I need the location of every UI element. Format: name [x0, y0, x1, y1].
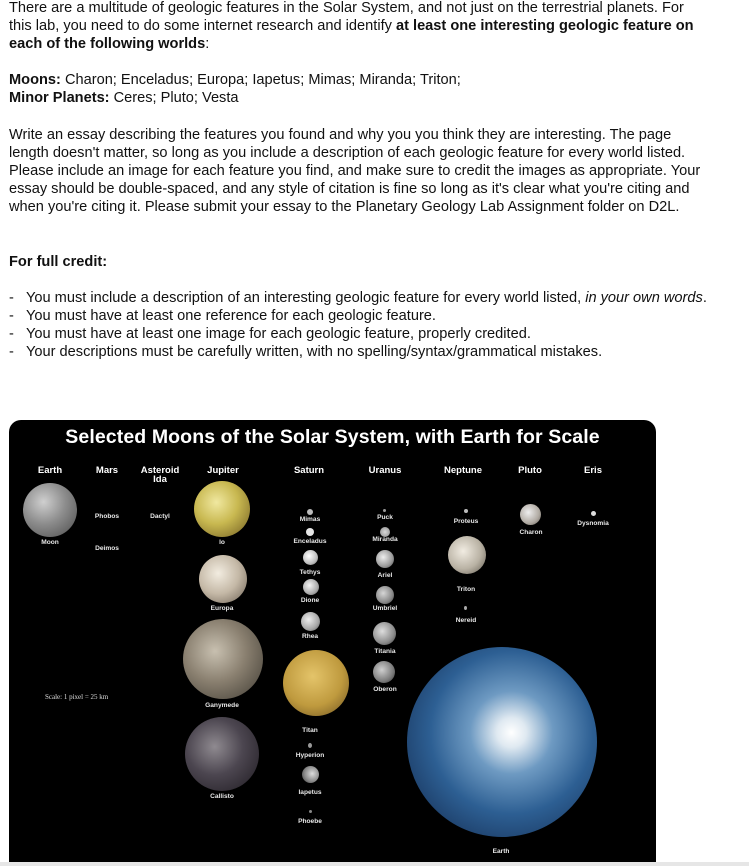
titania-image	[373, 622, 396, 645]
column-header-jupiter: Jupiter	[207, 465, 239, 476]
requirement-item	[9, 307, 709, 325]
oberon-image	[373, 661, 395, 683]
label-oberon: Oberon	[373, 686, 397, 693]
label-umbriel: Umbriel	[372, 605, 398, 612]
intro-paragraph	[9, 0, 699, 53]
list-dash: -	[9, 344, 14, 360]
label-europa: Europa	[210, 605, 234, 612]
label-dactyl: Dactyl	[150, 513, 170, 520]
requirement-text: You must have at least one reference for each geologic feature.	[26, 308, 436, 324]
label-nereid: Nereid	[455, 617, 477, 624]
moons-comparison-figure	[9, 420, 656, 866]
ganymede-image	[183, 619, 263, 699]
label-earth: Earth	[492, 848, 510, 855]
label-miranda: Miranda	[372, 536, 398, 543]
column-header-mars: Mars	[95, 465, 119, 476]
label-enceladus: Enceladus	[293, 538, 327, 545]
requirement-period: .	[702, 290, 707, 306]
minor-planets-list: Ceres; Pluto; Vesta	[109, 90, 239, 106]
hyperion-image	[308, 743, 312, 748]
requirement-item	[9, 325, 709, 343]
titan-image	[283, 650, 349, 716]
iapetus-image	[302, 766, 319, 783]
label-deimos: Deimos	[95, 545, 119, 552]
essay-instructions: Write an essay describing the features you found and why you you think they are interesting. The page length doesn't matter, so long as you include a description of each geologic feature for every world listed. Please include an image for each feature you find, and make sure to credit the images as appropriate. Your essay should be double-spaced, and any style of citation is fine so long as it's clear what you're citing and when you're citing it. Please submit your essay to the Planetary Geology Lab Assignment folder on D2L.	[9, 127, 701, 215]
label-triton: Triton	[456, 586, 476, 593]
dysnomia-image	[591, 511, 596, 516]
requirement-text: Your descriptions must be carefully written, with no spelling/syntax/grammatical mistakes.	[26, 344, 603, 360]
list-dash: -	[9, 308, 14, 324]
rhea-image	[301, 612, 320, 631]
intro-bold-text: at least one interesting geologic feature on each of the following worlds	[9, 18, 694, 52]
ariel-image	[376, 550, 394, 568]
minor-planets-label: Minor Planets:	[9, 90, 110, 106]
label-ganymede: Ganymede	[205, 702, 239, 709]
phoebe-image	[309, 810, 312, 813]
mimas-image	[307, 509, 313, 515]
puck-image	[383, 509, 386, 512]
column-header-ida-text: Ida	[153, 474, 167, 485]
label-puck: Puck	[377, 514, 393, 521]
europa-image	[199, 555, 247, 603]
figure-title: Selected Moons of the Solar System, with Earth for Scale	[65, 426, 600, 448]
label-callisto: Callisto	[210, 793, 234, 800]
requirement-item	[9, 343, 709, 361]
moon-image	[23, 483, 77, 537]
column-header-asteroid-text: Asteroid	[140, 465, 180, 476]
charon-image	[520, 504, 541, 525]
moons-list: Charon; Enceladus; Europa; Iapetus; Mimas; Miranda; Triton;	[60, 72, 461, 88]
enceladus-image	[306, 528, 314, 536]
label-dione: Dione	[300, 597, 320, 604]
label-titan: Titan	[302, 727, 318, 734]
umbriel-image	[376, 586, 394, 604]
io-image	[194, 481, 250, 537]
requirements-list	[9, 289, 709, 361]
column-header-saturn: Saturn	[293, 465, 325, 476]
requirement-item	[9, 289, 709, 307]
requirement-emphasis: in your own words	[585, 290, 703, 306]
column-header-asteroid-ida	[141, 466, 180, 484]
page-bottom-edge	[0, 862, 749, 866]
label-iapetus: Iapetus	[298, 789, 322, 796]
moons-line	[9, 71, 461, 89]
tethys-image	[303, 550, 318, 565]
column-header-neptune: Neptune	[444, 465, 482, 476]
label-phoebe: Phoebe	[298, 818, 322, 825]
requirement-text: You must have at least one image for each geologic feature, properly credited.	[26, 326, 531, 342]
label-moon: Moon	[41, 539, 59, 546]
column-header-pluto: Pluto	[518, 465, 542, 476]
label-phobos: Phobos	[94, 513, 120, 520]
intro-text: There are a multitude of geologic features in the Solar System, and not just on the terrestrial planets. For this lab, you need to do some internet research and identify	[9, 0, 684, 34]
intro-colon: :	[205, 36, 210, 52]
label-titania: Titania	[374, 648, 396, 655]
requirement-text: You must include a description of an interesting geologic feature for every world listed,	[26, 290, 586, 306]
full-credit-heading	[9, 253, 107, 271]
dione-image	[303, 579, 319, 595]
earth-image	[407, 647, 597, 837]
list-dash: -	[9, 290, 14, 306]
column-header-eris: Eris	[584, 465, 602, 476]
nereid-image	[464, 606, 467, 610]
label-rhea: Rhea	[301, 633, 319, 640]
proteus-image	[464, 509, 468, 513]
triton-image	[448, 536, 486, 574]
label-ariel: Ariel	[377, 572, 393, 579]
worlds-list	[9, 71, 461, 107]
minor-planets-line	[9, 89, 461, 107]
callisto-image	[185, 717, 259, 791]
list-dash: -	[9, 326, 14, 342]
column-header-uranus: Uranus	[368, 465, 402, 476]
column-header-earth: Earth	[37, 465, 63, 476]
label-charon: Charon	[519, 529, 543, 536]
moons-label: Moons:	[9, 72, 61, 88]
label-io: Io	[219, 539, 225, 546]
label-tethys: Tethys	[299, 569, 321, 576]
label-hyperion: Hyperion	[295, 752, 325, 759]
label-mimas: Mimas	[299, 516, 321, 523]
full-credit-heading-text: For full credit:	[9, 254, 108, 270]
scale-note: Scale: 1 pixel = 25 km	[45, 693, 109, 701]
label-dysnomia: Dysnomia	[577, 520, 609, 527]
label-proteus: Proteus	[453, 518, 479, 525]
